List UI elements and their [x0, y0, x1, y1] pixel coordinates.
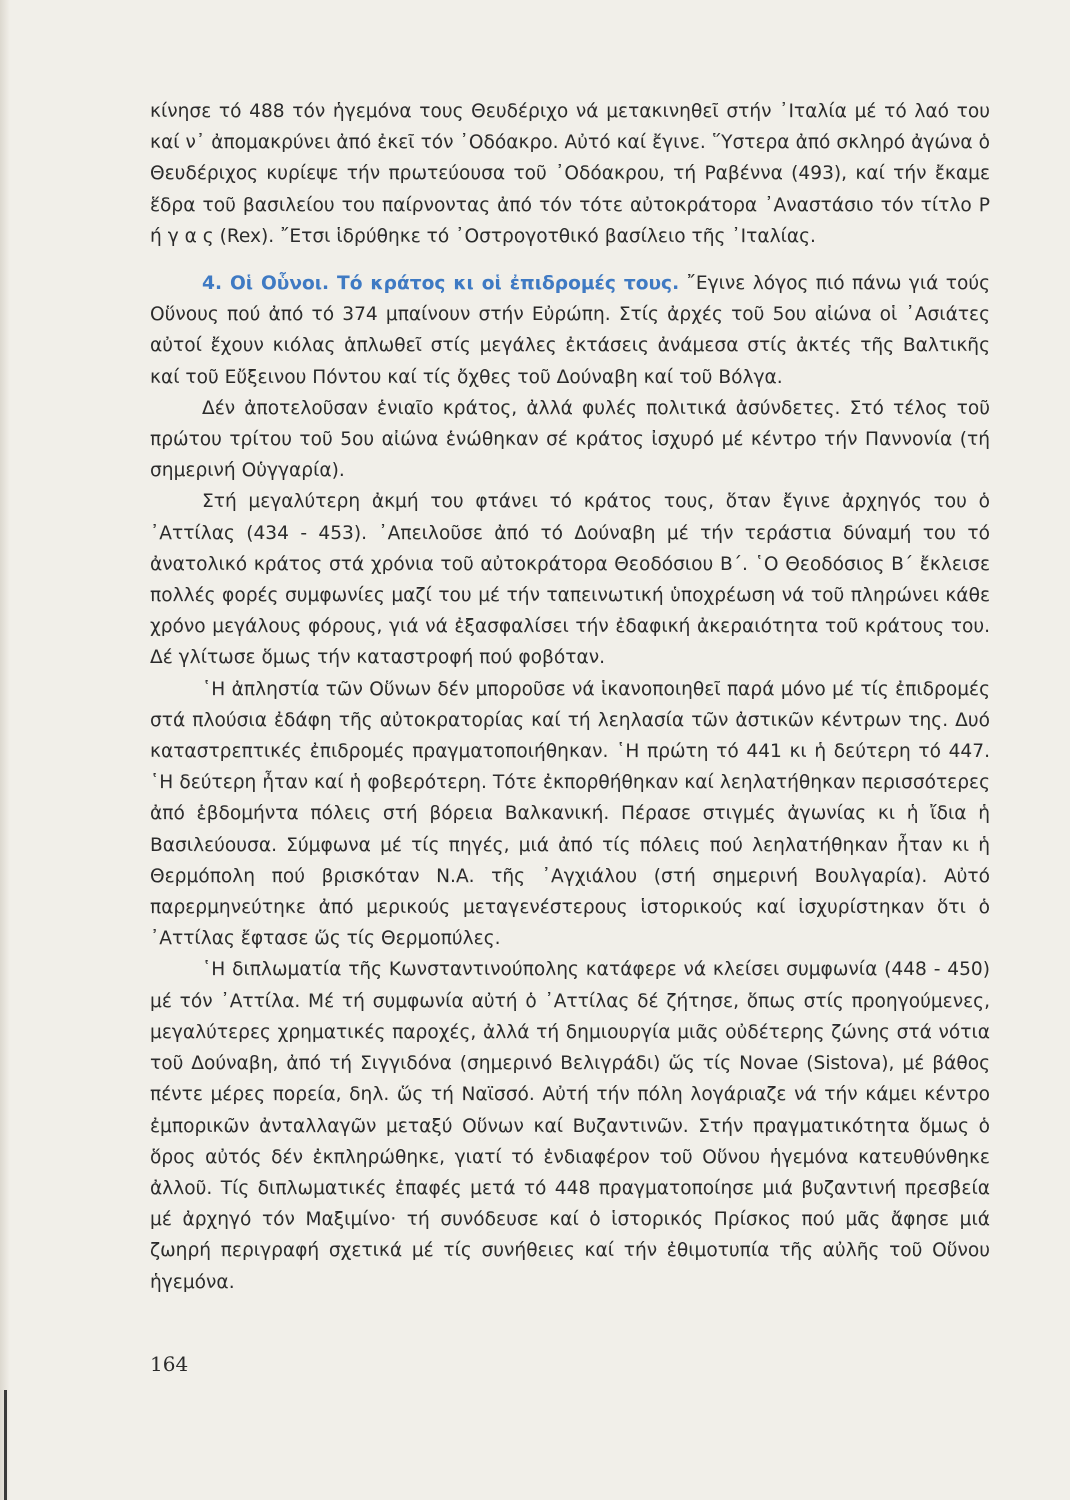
body-text [150, 96, 990, 1298]
paragraph-ostrogoth-kingdom [150, 96, 990, 252]
paragraph-attila [150, 486, 990, 673]
paragraph-text: Στή μεγαλύτερη ἀκμή του φτάνει τό κράτος τους, ὅταν ἔγινε ἀρχηγός του ὁ ᾿Αττίλας (434 - 453). ᾿Απειλοῦσε ἀπό τό Δούναβη μέ τήν τεράστια δύναμή του τό ἀνατολικό κράτος στά χρόνια τοῦ αὐτοκράτορα Θεοδόσιου Β΄. ῾Ο Θεοδόσιος Β΄ ἔκλεισε πολλές φορές συμφωνίες μαζί του μέ τήν ταπεινωτική ὑποχρέωση νά τοῦ πληρώνει κάθε χρόνο μεγάλους φόρους, γιά νά ἐξασφαλίσει τήν ἐδαφική ἀκεραιότητα τοῦ κράτους του. Δέ γλίτωσε ὅμως τήν καταστροφή πού φοβόταν. [150, 491, 990, 669]
paragraph-huns-heading [150, 268, 990, 393]
page-edge-shadow [0, 0, 10, 1500]
paragraph-diplomacy [150, 954, 990, 1297]
paragraph-text: ῾Η διπλωματία τῆς Κωνσταντινούπολης κατάφερε νά κλείσει συμφωνία (448 - 450) μέ τόν ᾿Αττίλα. Μέ τή συμφωνία αὐτή ὁ ᾿Αττίλας δέ ζήτησε, ὅπως στίς προηγούμενες, μεγαλύτερες χρηματικές παροχές, ἀλλά τή δημιουργία μιᾶς οὐδέτερης ζώνης στά νότια τοῦ Δούναβη, ἀπό τή Σιγγιδόνα (σημερινό Βελιγράδι) ὥς τίς Novae (Sistova), μέ βάθος πέντε μέρες πορεία, δηλ. ὥς τή Ναϊσσό. Αὐτή τήν πόλη λογάριαζε νά τήν κάμει κέντρο ἐμπορικῶν ἀνταλλαγῶν μεταξύ Οὕνων καί Βυζαντινῶν. Στήν πραγματικότητα ὅμως ὁ ὅρος αὐτός δέν ἐκπληρώθηκε, γιατί τό ἐνδιαφέρον τοῦ Οὕνου ἡγεμόνα κατευθύνθηκε ἀλλοῦ. Τίς διπλωματικές ἐπαφές μετά τό 448 πραγματοποίησε μιά βυζαντινή πρεσβεία μέ ἀρχηγό τόν Μαξιμίνο· τή συνόδευσε καί ὁ ἱστορικός Πρίσκος πού μᾶς ἄφησε μιά ζωηρή περιγραφή σχετικά μέ τίς συνήθειες καί τήν ἐθιμοτυπία τῆς αὐλῆς τοῦ Οὕνου ἡγεμόνα. [150, 959, 990, 1293]
paragraph-text: Δέν ἀποτελοῦσαν ἑνιαῖο κράτος, ἀλλά φυλές πολιτικά ἀσύνδετες. Στό τέλος τοῦ πρώτου τρίτου τοῦ 5ου αἰώνα ἑνώθηκαν σέ κράτος ἰσχυρό μέ κέντρο τήν Παννονία (τή σημερινή Οὑγγαρία). [150, 397, 990, 482]
paragraph-huns-state [150, 393, 990, 487]
paragraph-raids [150, 674, 990, 955]
paragraph-text: ῾Η ἀπληστία τῶν Οὕνων δέν μποροῦσε νά ἱκανοποιηθεῖ παρά μόνο μέ τίς ἐπιδρομές στά πλούσια ἐδάφη τῆς αὐτοκρατορίας καί τή λεηλασία τῶν ἀστικῶν κέντρων της. Δυό καταστρεπτικές ἐπιδρομές πραγματοποιήθηκαν. ῾Η πρώτη τό 441 κι ἡ δεύτερη τό 447. ῾Η δεύτερη ἦταν καί ἡ φοβερότερη. Τότε ἐκπορθήθηκαν καί λεηλατήθηκαν περισσότερες ἀπό ἑβδομήντα πόλεις στή βόρεια Βαλκανική. Πέρασε στιγμές ἀγωνίας κι ἡ ἴδια ἡ Βασιλεύουσα. Σύμφωνα μέ τίς πηγές, μιά ἀπό τίς πόλεις πού λεηλατήθηκαν ἦταν κι ἡ Θερμόπολη πού βρισκόταν Ν.Α. τῆς ᾿Αγχιάλου (στή σημερινή Βουλγαρία). Αὐτό παρερμηνεύτηκε ἀπό μερικούς μεταγενέστερους ἱστορικούς καί ἰσχυρίστηκαν ὅτι ὁ ᾿Αττίλας ἔφτασε ὥς τίς Θερμοπύλες. [150, 678, 990, 950]
page-number: 164 [150, 1352, 189, 1376]
page-edge-line [4, 1390, 7, 1500]
paragraph-text: ῎Εγινε λόγος πιό πάνω γιά τούς Οὕνους πού ἀπό τό 374 μπαίνουν στήν Εὐρώπη. Στίς ἀρχές τοῦ 5ου αἰώνα οἱ ᾿Ασιάτες αὐτοί ἔχουν κιόλας ἁπλωθεῖ στίς μεγάλες ἐκτάσεις ἀνάμεσα στίς ἀκτές τῆς Βαλτικῆς καί τοῦ Εὔξεινου Πόντου καί τίς ὄχθες τοῦ Δούναβη καί τοῦ Βόλγα. [150, 273, 990, 388]
section-heading: 4. Οἱ Οὗνοι. Τό κράτος κι οἱ ἐπιδρομές τους. [202, 273, 680, 295]
paragraph-text: κίνησε τό 488 τόν ἡγεμόνα τους Θευδέριχο νά μετακινηθεῖ στήν ᾿Ιταλία μέ τό λαό του καί ν᾿ ἀπομακρύνει ἀπό ἐκεῖ τόν ᾿Οδόακρο. Αὐτό καί ἔγινε. ῞Υστερα ἀπό σκληρό ἀγώνα ὁ Θευδέριχος κυρίεψε τήν πρωτεύουσα τοῦ ᾿Οδόακρου, τή Ραβέννα (493), καί τήν ἔκαμε ἕδρα τοῦ βασιλείου του παίρνοντας ἀπό τόν τότε αὐτοκράτορα ᾿Αναστάσιο τόν τίτλο Ρ ή γ α ς (Rex). ῎Ετσι ἱδρύθηκε τό ᾿Οστρογοτθικό βασίλειο τῆς ᾿Ιταλίας. [150, 101, 990, 247]
